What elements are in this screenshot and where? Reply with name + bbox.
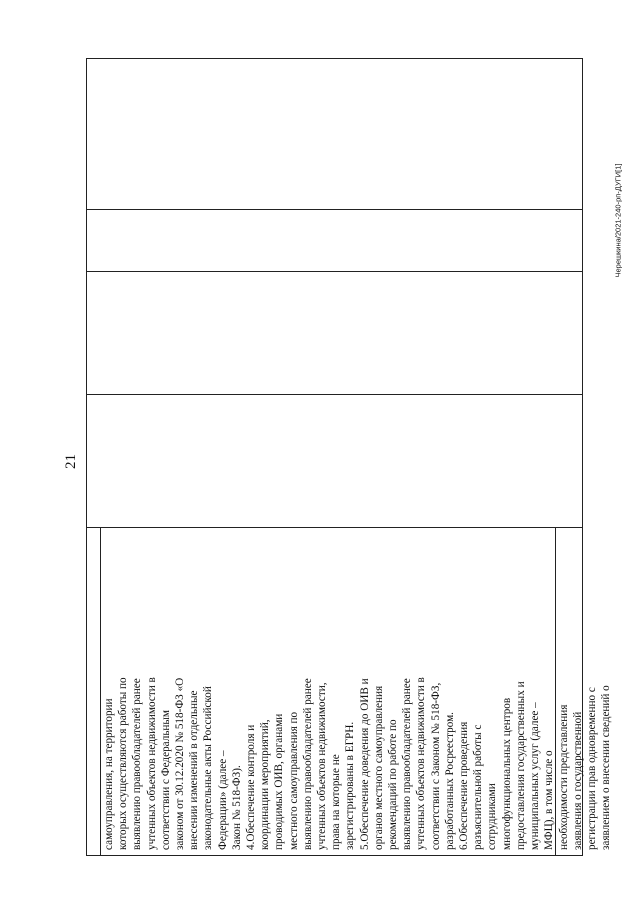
cell-line: регистрации прав одновременно с [585, 687, 598, 850]
cell-line: учтенных объектов недвижимости, [316, 682, 329, 850]
cell-line: которых осуществляются работы по [117, 677, 130, 850]
table-rule [87, 394, 582, 395]
cell-line: проводимых ОИВ, органами [273, 713, 286, 850]
document-code-text: Черешкина/2021-240-рп-ДУГИ[1] [613, 162, 623, 278]
cell-line: внесении изменений в отдельные [188, 690, 201, 850]
cell-line: предоставления государственных и [514, 681, 527, 850]
cell-line: права на которые не [330, 754, 343, 850]
cell-line: выявлению правообладателей ранее [301, 678, 314, 850]
cell-line: 5.Обеспечение доведения до ОИВ и [358, 678, 371, 850]
table-rule [87, 209, 582, 210]
cell-line: разъяснительной работы с [472, 724, 485, 850]
cell-line: учтенных объектов недвижимости в [145, 677, 158, 850]
cell-line: учтенных объектов недвижимости в [415, 677, 428, 850]
cell-line: рекомендаций по работе по [387, 719, 400, 850]
cell-line: муниципальных услуг (далее – [529, 702, 542, 850]
page-number: 21 [63, 454, 79, 469]
cell-line: законодательные акты Российской [202, 686, 215, 850]
cell-line: координации мероприятий, [259, 719, 272, 850]
cell-line: сотрудниками [486, 783, 499, 850]
cell-line: Закон № 518-ФЗ). [230, 765, 243, 850]
cell-line: выявлению правообладателей ранее [401, 678, 414, 850]
cell-line: 4.Обеспечение контроля и [245, 724, 258, 850]
cell-line: органов местного самоуправления [372, 685, 385, 850]
cell-line: выявлению правообладателей ранее [131, 678, 144, 850]
cell-line: законом от 30.12.2020 № 518-ФЗ «О [174, 677, 187, 850]
document-code [611, 140, 625, 300]
measures-text [100, 527, 613, 856]
cell-line: зарегистрированы в ЕГРН. [344, 721, 357, 850]
cell-line: многофункциональных центров [500, 697, 513, 850]
measures-cell [100, 527, 613, 856]
cell-line: МФЦ), в том числе о [543, 750, 556, 850]
cell-line: разработанных Росреестром. [443, 712, 456, 850]
cell-line: соответствии с Законом № 518-ФЗ, [429, 682, 442, 850]
cell-line: самоуправления, на территории [103, 698, 115, 850]
cell-line: соответствии с Федеральным [159, 709, 172, 850]
cell-line: необходимости представления [557, 704, 570, 850]
cell-line: местного самоуправления по [287, 711, 300, 850]
rotated-table [86, 58, 613, 856]
table-rule [87, 271, 582, 272]
cell-line: Федерации» (далее – [216, 750, 229, 850]
cell-line: заявления о государственной [571, 711, 584, 850]
cell-line: 6.Обеспечение проведения [458, 721, 471, 850]
cell-line: заявлением о внесении сведений о [600, 685, 613, 850]
